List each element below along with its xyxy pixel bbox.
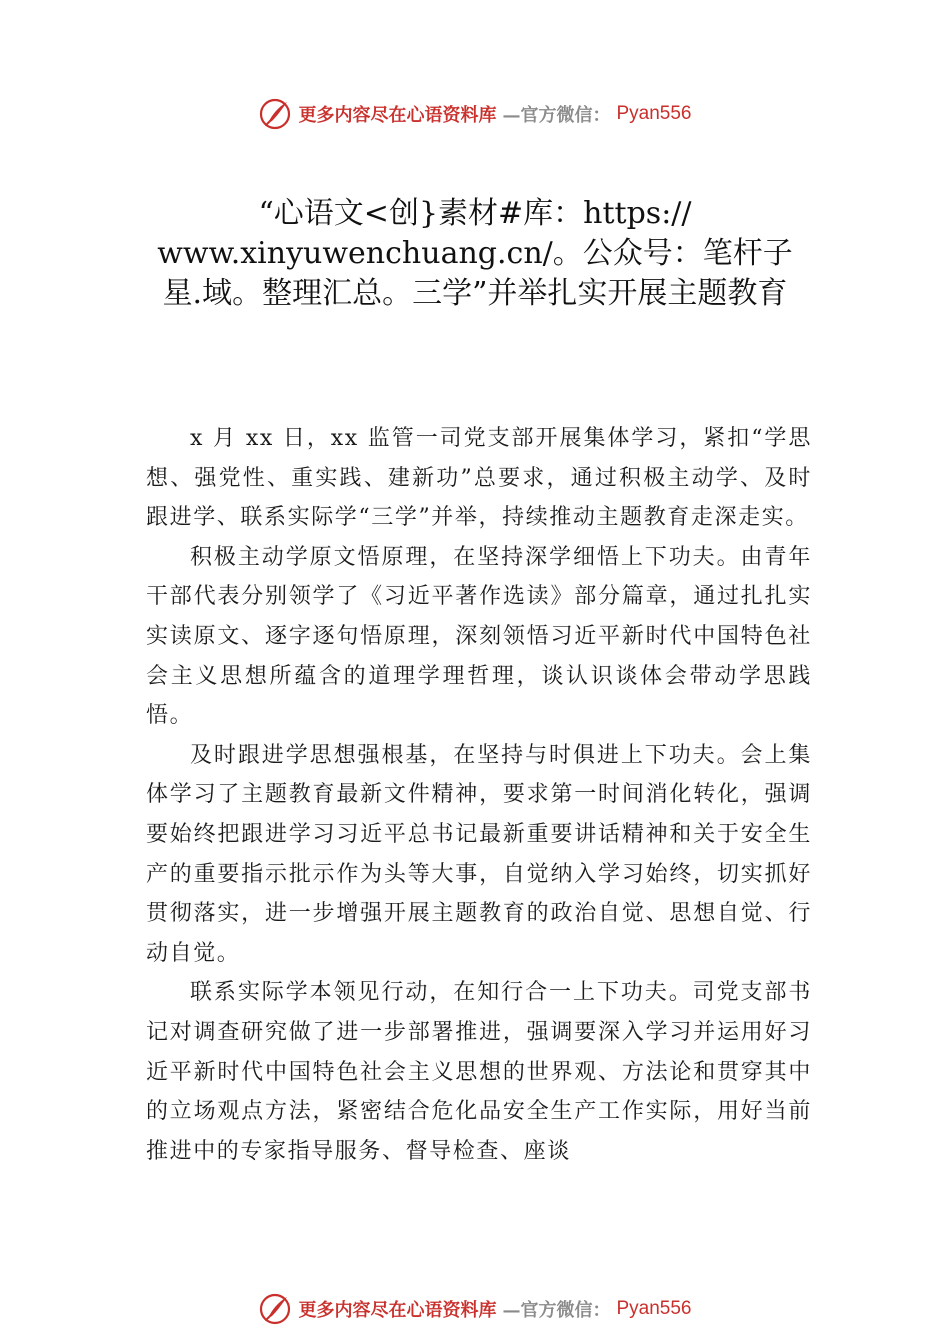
header-banner (0, 94, 950, 134)
footer-banner (0, 1289, 950, 1329)
banner-wechat-id: Pyan556 (616, 1298, 692, 1319)
banner-wechat-label: —官方微信： (502, 105, 611, 126)
quill-logo-icon (258, 1292, 292, 1326)
document-title: “心语文<创}素材#库：https:// www.xinyuwenchuang.cn/。公众号：笔杆子星.域。整理汇总。三学”并举扎实开展主题教育 (157, 196, 793, 311)
banner-wechat-label: —官方微信： (502, 1300, 611, 1321)
document-body (146, 419, 812, 1171)
banner-wechat-id: Pyan556 (616, 103, 692, 124)
paragraph: x 月 xx 日，xx 监管一司党支部开展集体学习，紧扣“学思想、强党性、重实践、建新功”总要求，通过积极主动学、及时跟进学、联系实际学“三学”并举，持续推动主题教育走深走实。 (146, 426, 812, 531)
paragraph: 及时跟进学思想强根基，在坚持与时俱进上下功夫。会上集体学习了主题教育最新文件精神，要求第一时间消化转化，强调要始终把跟进学习习近平总书记最新重要讲话精神和关于安全生产的重要指示批示作为头等大事，自觉纳入学习始终，切实抓好贯彻落实，进一步增强开展主题教育的政治自觉、思想自觉、行动自觉。 (146, 742, 812, 966)
banner-slogan: 更多内容尽在心语资料库 (298, 105, 497, 126)
banner-slogan: 更多内容尽在心语资料库 (298, 1300, 497, 1321)
quill-logo-icon (258, 97, 292, 131)
paragraph: 联系实际学本领见行动，在知行合一上下功夫。司党支部书记对调查研究做了进一步部署推进，强调要深入学习并运用好习近平新时代中国特色社会主义思想的世界观、方法论和贯穿其中的立场观点方法，紧密结合危化品安全生产工作实际，用好当前推进中的专家指导服务、督导检查、座谈 (146, 980, 812, 1164)
paragraph: 积极主动学原文悟原理，在坚持深学细悟上下功夫。由青年干部代表分别领学了《习近平著作选读》部分篇章，通过扎扎实实读原文、逐字逐句悟原理，深刻领悟习近平新时代中国特色社会主义思想所蕴含的道理学理哲理，谈认识谈体会带动学思践悟。 (146, 544, 812, 729)
